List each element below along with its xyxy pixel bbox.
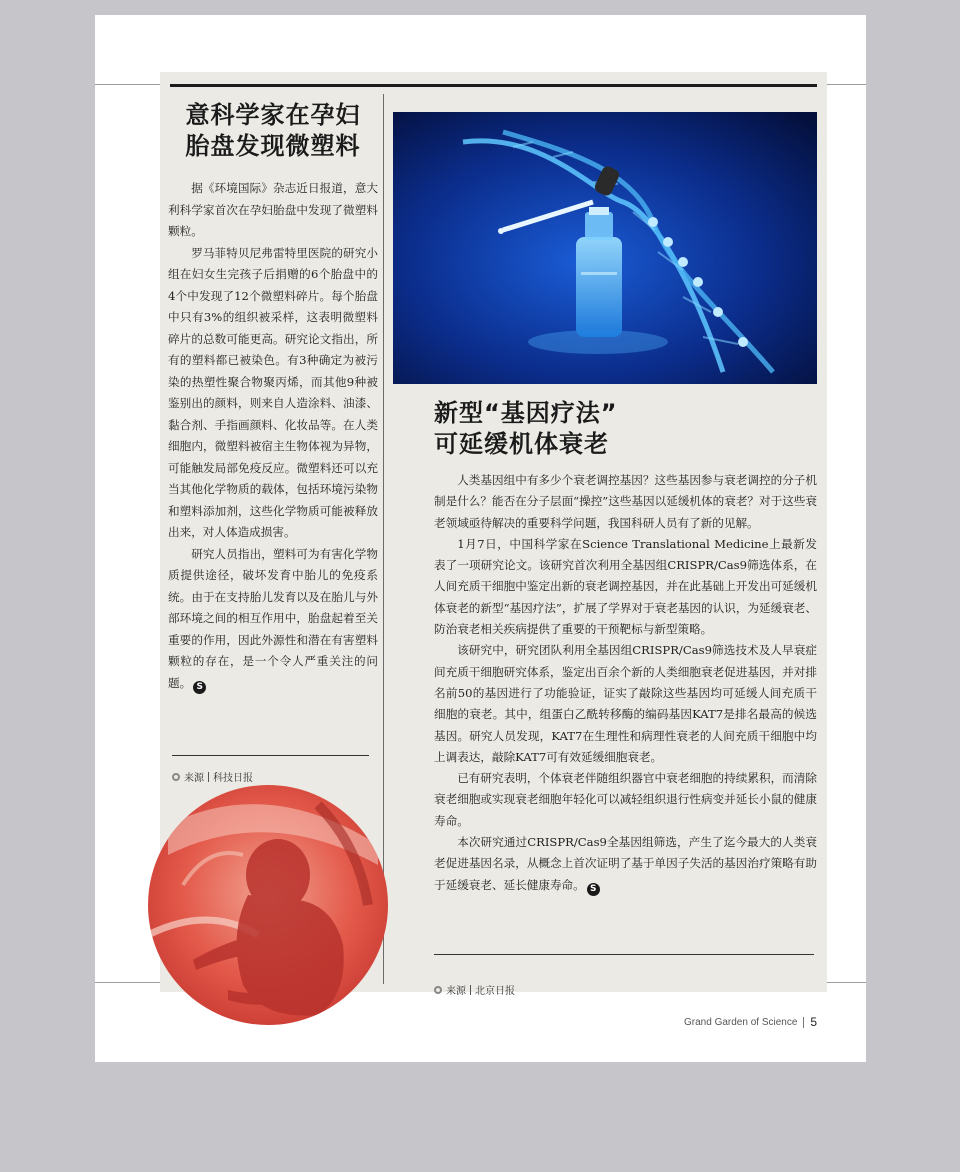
left-source-rule xyxy=(172,755,369,756)
right-title-line: 新型“基因疗法” xyxy=(434,399,618,427)
source-label: 来源 xyxy=(184,773,204,784)
right-title-line: 可延缓机体衰老 xyxy=(434,430,609,458)
footer-separator xyxy=(803,1017,804,1028)
left-paragraph xyxy=(168,544,378,695)
page-number: 5 xyxy=(810,1015,818,1029)
source-name: 北京日报 xyxy=(475,986,515,997)
right-article-title xyxy=(434,398,734,460)
left-paragraph: 据《环境国际》杂志近日报道，意大利科学家首次在孕妇胎盘中发现了微塑料颗粒。 xyxy=(168,181,378,238)
right-article-body xyxy=(434,470,817,896)
right-source-rule xyxy=(434,954,814,955)
fetus-illustration xyxy=(148,785,388,1025)
content-panel xyxy=(160,72,827,997)
right-paragraph: 人类基因组中有多少个衰老调控基因？这些基因参与衰老调控的分子机制是什么？能否在分子层面“操控”这些基因以延缓机体的衰老？对于这些衰老领域亟待解决的重要科学问题，我国科研人员有了新的见解。 xyxy=(434,473,817,530)
magazine-name: Grand Garden of Science xyxy=(684,1016,798,1028)
source-separator xyxy=(470,985,471,995)
end-mark-icon: S xyxy=(587,883,600,896)
right-paragraph xyxy=(434,832,817,896)
fetus-image xyxy=(148,785,388,1025)
left-article-body xyxy=(168,178,378,694)
right-paragraph-text: 本次研究通过CRISPR/Cas9全基因组筛选，产生了迄今最大的人类衰老促进基因名录，从概念上首次证明了基于单因子失活的基因治疗策略有助于延缓衰老、延长健康寿命。 xyxy=(434,835,817,892)
right-source xyxy=(434,982,515,997)
top-rule xyxy=(170,84,817,87)
source-bullet-icon xyxy=(172,773,180,781)
source-label: 来源 xyxy=(446,986,466,997)
left-article xyxy=(168,100,378,694)
right-paragraph: 该研究中，研究团队利用全基因组CRISPR/Cas9筛选技术及人早衰症间充质干细胞研究体系，鉴定出百余个新的人类细胞衰老促进基因，并对排名前50的基因进行了功能验证，证实了敲除这些基因均可延缓人间充质干细胞的衰老。其中，组蛋白乙酰转移酶的编码基因KAT7是排名最高的候选基因。研究人员发现，KAT7在生理性和病理性衰老的人间充质干细胞中均上调表达，敲除KAT7可有效延缓细胞衰老。 xyxy=(434,643,817,764)
right-paragraph: 已有研究表明，个体衰老伴随组织器官中衰老细胞的持续累积，而清除衰老细胞或实现衰老细胞年轻化可以减轻组织退行性病变并延长小鼠的健康寿命。 xyxy=(434,771,817,828)
end-mark-icon: S xyxy=(193,681,206,694)
source-separator xyxy=(208,772,209,782)
column-divider xyxy=(383,94,384,984)
source-bullet-icon xyxy=(434,986,442,994)
left-paragraph-text: 研究人员指出，塑料可为有害化学物质提供途径，破坏发育中胎儿的免疫系统。由于在支持胎儿发育以及在胎儿与外部环境之间的相互作用中，胎盘起着至关重要的作用，因此外源性和潜在有害塑料颗粒的存在，是一个令人严重关注的问题。 xyxy=(168,546,378,690)
left-source xyxy=(172,769,253,784)
page-footer xyxy=(684,1015,817,1029)
dna-gene-therapy-image xyxy=(393,112,817,384)
left-title-line: 意科学家在孕妇 xyxy=(185,101,361,129)
left-title-line: 胎盘发现微塑料 xyxy=(185,132,361,160)
right-paragraph: 1月7日，中国科学家在Science Translational Medicine上最新发表了一项研究论文。该研究首次利用全基因组CRISPR/Cas9筛选体系，在人间充质干细胞中鉴定出新的衰老调控基因，并在此基础上开发出可延缓机体衰老的新型“基因疗法”，扩展了学界对于衰老基因的认识，为延缓衰老、防治衰老相关疾病提供了重要的干预靶标与新型策略。 xyxy=(434,536,817,637)
dna-illustration xyxy=(393,112,817,384)
magazine-page xyxy=(95,15,866,1062)
left-article-title xyxy=(168,100,378,162)
left-paragraph: 罗马菲特贝尼弗雷特里医院的研究小组在妇女生完孩子后捐赠的6个胎盘中的4个中发现了12个微塑料碎片。每个胎盘中只有3%的组织被采样，这表明微塑料碎片的总数可能更高。研究论文指出，所有的塑料都已被染色。有3种确定为被污染的热塑性聚合物聚丙烯，而其他9种被鉴别出的颜料，则来自人造涂料、油漆、黏合剂、手指画颜料、化妆品等。在人类细胞内，微塑料被宿主生物体视为异物，可能触发局部免疫反应。微塑料还可以充当其他化学物质的载体，包括环境污染物和塑料添加剂，这些化学物质可能被释放出来，对人体造成损害。 xyxy=(168,245,378,539)
source-name: 科技日报 xyxy=(213,773,253,784)
